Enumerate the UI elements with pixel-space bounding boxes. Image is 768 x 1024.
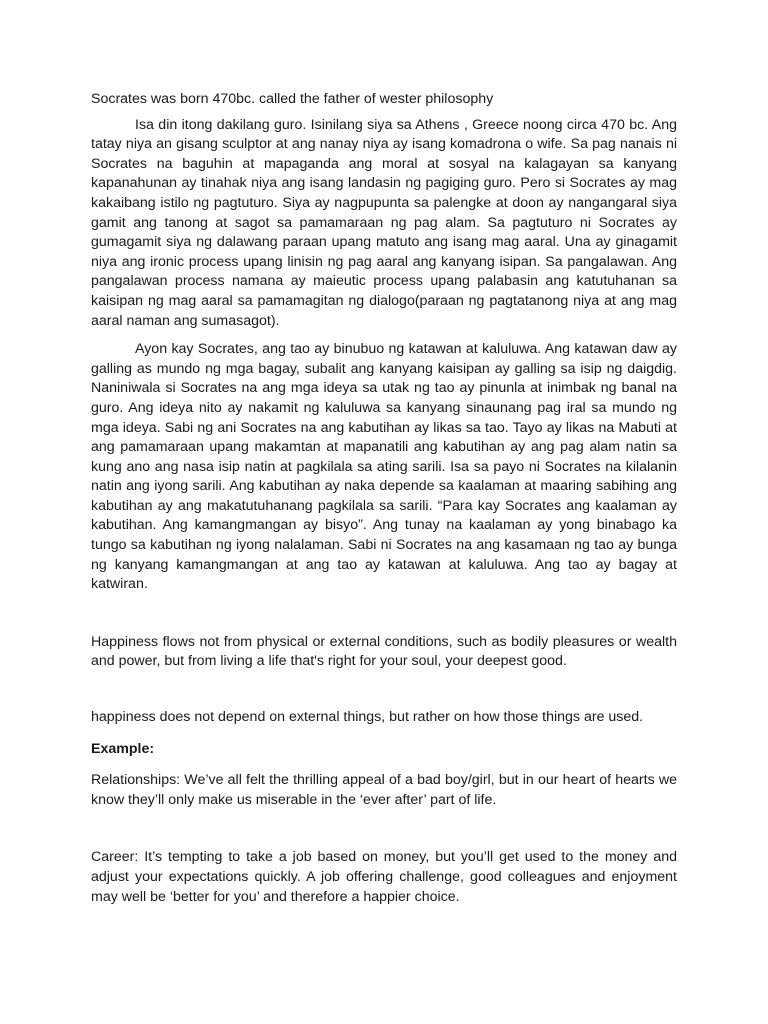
career-paragraph: Career: It’s tempting to take a job based on money, but you’ll get used to the money and adjust your expectations quickly. A job offering challenge, good colleagues and enjoyment may well be ‘better for you’ and therefore a happier choice. <box>91 849 677 905</box>
paragraph-1: Isa din itong dakilang guro. Isinilang siya sa Athens , Greece noong circa 470 bc. Ang tatay niya an gisang sculptor at ang nanay niya ay isang komadrona o wife. Sa pag nanais ni Socrates na baguhin at mapaganda ang moral at sosyal na kalagayan sa kanyang kapanahunan ay tinahak niya ang isang landasin ng pagiging guro. Pero si Socrates ay mag kakaibang istilo ng pagtuturo. Siya ay nagpupunta sa palengke at doon ay nangangaral siya gamit ang tanong at sagot sa pamamaraan ng pag alam. Sa pagtuturo ni Socrates ay gumagamit siya ng dalawang paraan upang matuto ang isang mag aaral. Una ay ginagamit niya ang ironic process upang linisin ng pag aaral ang kanyang isipan. Sa pangalawan. Ang pangalawan process namana ay maieutic process upang palabasin ang katutuhanan sa kaisipan ng mag aaral sa pamamagitan ng dialogo(paraan ng pagtatanong niya at ang mag aaral naman ang sumasagot). <box>91 116 677 329</box>
relationships-paragraph: Relationships: We’ve all felt the thrilling appeal of a bad boy/girl, but in our heart of hearts we know they’ll only make us miserable in the ‘ever after’ part of life. <box>91 772 677 808</box>
example-heading: Example: <box>91 740 155 757</box>
paragraph-2: Ayon kay Socrates, ang tao ay binubuo ng katawan at kaluluwa. Ang katawan daw ay galling as mundo ng mga bagay, subalit ang kanyang kaisipan ay galling sa isip ng daigdig. Naniniwala si Socrates na ang mga ideya sa utak ng tao ay pinunla at inimbak ng banal na guro. Ang ideya nito ay nakamit ng kaluluwa sa kanyang sinaunang pag iral sa mundo ng mga ideya. Sabi ng ani Socrates na ang kabutihan ay likas sa tao. Tayo ay likas na Mabuti at ang pamamaraan upang makamtan at mapanatili ang kabutihan ay ang pag alam natin sa kung ano ang nasa isip natin at pagkilala sa ating sarili. Isa sa payo ni Socrates na kilalanin natin ang iyong sarili. Ang kabutihan ay naka depende sa kaalaman at maaring sabihing ang kabutihan ay ang makatutuhanang pagkilala sa sarili. “Para kay Socrates ang kaalaman ay kabutihan. Ang kamangmangan ay bisyo”. Ang tunay na kaalaman ay yong binabago ka tungo sa kabutihan ng iyong nalalaman. Sabi ni Socrates na ang kasamaan ng tao ay bunga ng kanyang kamangmangan at ang tao ay katawan at kaluluwa. Ang tao ay bagay at katwiran. <box>91 341 677 593</box>
document-page <box>91 90 677 907</box>
intro-line: Socrates was born 470bc. called the father of wester philosophy <box>91 91 494 107</box>
happiness-paragraph-2: happiness does not depend on external things, but rather on how those things are used. <box>91 709 644 726</box>
happiness-paragraph-1: Happiness flows not from physical or external conditions, such as bodily pleasures or wealth and power, but from living a life that's right for your soul, your deepest good. <box>91 633 677 670</box>
